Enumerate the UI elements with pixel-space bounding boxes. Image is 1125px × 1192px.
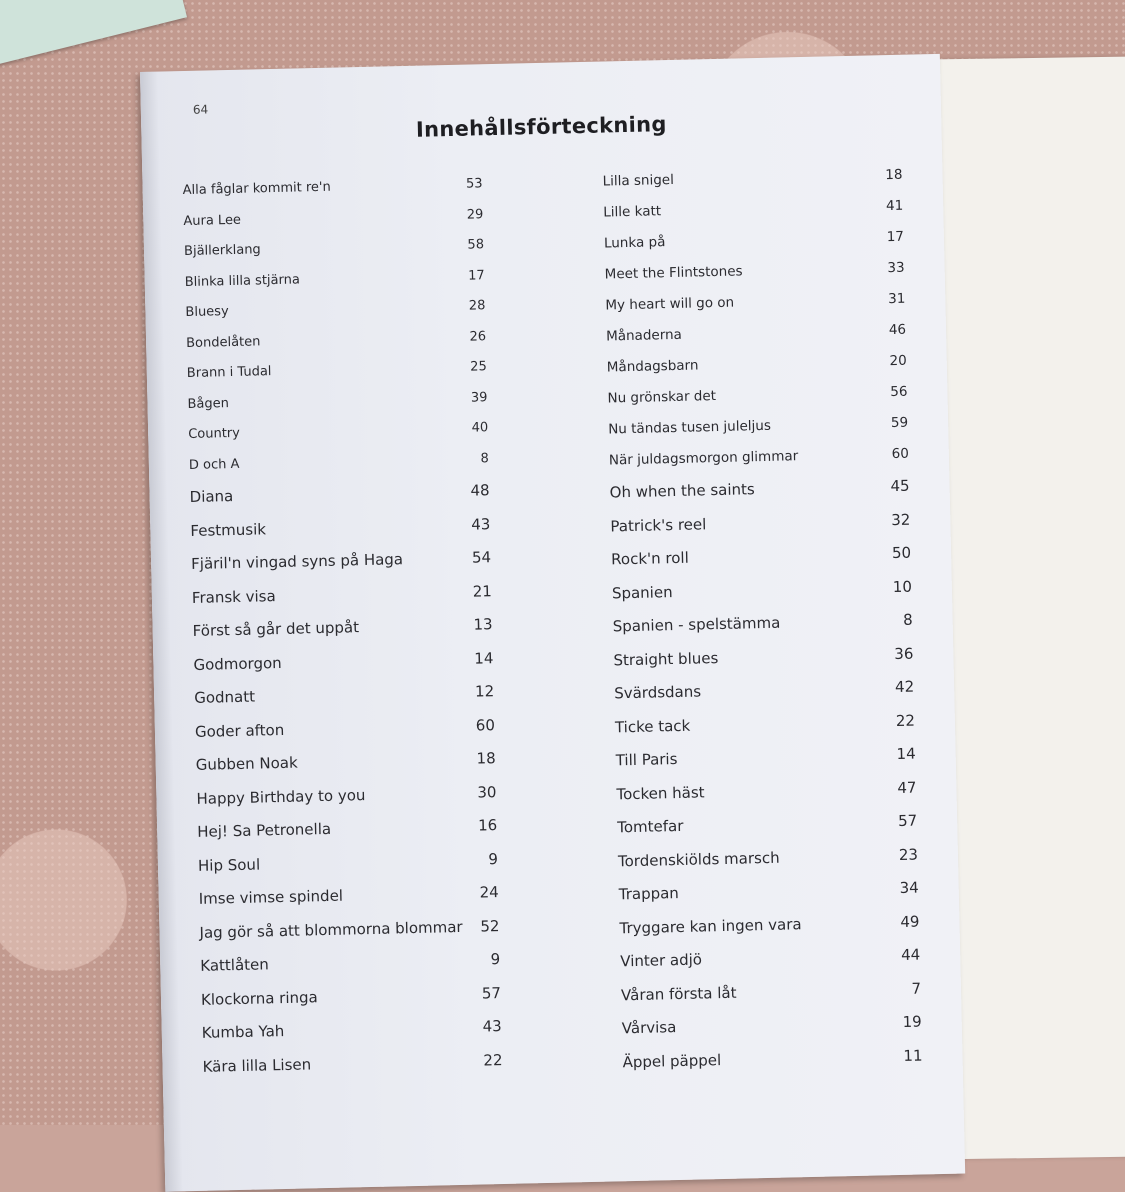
toc-entry-title: Lille katt (603, 203, 662, 221)
toc-entry-title: Diana (189, 486, 234, 506)
page-number: 64 (192, 102, 209, 117)
toc-entry-title: Tomtefar (617, 816, 684, 837)
toc-entry-page: 12 (474, 682, 495, 701)
toc-right-column (602, 167, 923, 1087)
toc-entry-page: 57 (481, 983, 502, 1002)
toc-entry-page: 8 (480, 450, 490, 466)
toc-entry-page: 18 (885, 166, 903, 184)
toc-entry-page: 60 (475, 715, 496, 735)
toc-entry-title: Bågen (187, 395, 230, 412)
book-page (140, 54, 965, 1192)
toc-entry-page: 46 (888, 321, 907, 339)
toc-entry-page: 17 (886, 228, 905, 246)
toc-entry-page: 14 (896, 744, 916, 764)
toc-entry-title: Nu grönskar det (607, 388, 717, 407)
toc-entry-title: Ticke tack (614, 716, 691, 736)
toc-entry-page: 43 (471, 514, 491, 534)
toc-entry-title: Vinter adjö (620, 950, 703, 971)
toc-entry-page: 57 (897, 811, 918, 830)
toc-entry-title: D och A (188, 456, 240, 473)
toc-entry-title: Meet the Flintstones (604, 263, 743, 283)
toc-entry-title: Bjällerklang (183, 242, 261, 260)
toc-entry-page: 9 (488, 849, 499, 868)
toc-entry-title: Lilla snigel (602, 171, 675, 190)
toc-entry-page: 24 (479, 883, 499, 902)
toc-entry-page: 10 (892, 577, 913, 596)
toc-entry-title: Hip Soul (197, 854, 261, 875)
toc-entry-page: 43 (482, 1017, 502, 1036)
toc-entry-title: Oh when the saints (609, 480, 755, 502)
toc-entry-title: Aura Lee (183, 212, 242, 229)
toc-entry (622, 1046, 923, 1086)
toc-entry-page: 20 (889, 352, 907, 370)
toc-entry-title: Klockorna ringa (200, 987, 318, 1009)
toc-entry-title: Äppel päppel (622, 1050, 722, 1071)
toc-entry-page: 19 (902, 1012, 922, 1031)
toc-entry-title: Fransk visa (191, 586, 276, 607)
toc-entry-page: 31 (887, 290, 906, 308)
toc-entry-title: Happy Birthday to you (196, 785, 366, 808)
toc-entry (202, 1051, 503, 1091)
toc-entry-page: 26 (469, 328, 487, 345)
toc-entry-title: Tryggare kan ingen vara (619, 914, 802, 937)
toc-entry-title: Kumba Yah (201, 1021, 285, 1042)
toc-entry-page: 53 (465, 176, 483, 192)
toc-entry-page: 54 (471, 548, 492, 567)
page-title: Innehållsförteckning (415, 112, 667, 142)
toc-entry-page: 32 (891, 510, 911, 529)
toc-entry-page: 39 (470, 389, 488, 406)
toc-entry-page: 58 (467, 237, 485, 253)
toc-entry-title: Våran första låt (620, 983, 737, 1004)
toc-entry-title: Måndagsbarn (606, 357, 699, 376)
toc-entry-page: 23 (898, 845, 919, 864)
toc-entry-page: 13 (473, 615, 493, 634)
toc-entry-title: Trappan (618, 883, 680, 904)
toc-entry-title: Godnatt (194, 687, 256, 707)
toc-entry-page: 25 (470, 359, 487, 375)
toc-entry-title: När juldagsmorgon glimmar (608, 448, 799, 469)
toc-entry-page: 48 (470, 481, 490, 500)
toc-entry-page: 47 (897, 778, 917, 797)
toc-entry-title: Spanien - spelstämma (612, 613, 781, 636)
toc-left-column (183, 176, 504, 1091)
toc-entry-title: Patrick's reel (610, 514, 707, 535)
toc-entry-page: 34 (899, 878, 919, 897)
toc-entry-title: Rock'n roll (610, 548, 689, 569)
toc-entry-title: Bluesy (185, 304, 229, 321)
toc-entry-title: Gubben Noak (195, 753, 298, 774)
toc-entry-title: Bondelåten (185, 333, 261, 351)
toc-entry-page: 42 (894, 677, 915, 697)
toc-entry-page: 29 (466, 206, 484, 223)
toc-entry-page: 41 (885, 197, 904, 215)
toc-entry-title: Vårvisa (621, 1018, 677, 1038)
toc-entry-page: 50 (891, 543, 912, 563)
toc-entry-title: My heart will go on (605, 294, 735, 314)
toc-entry-title: Imse vimse spindel (198, 886, 344, 908)
toc-entry-page: 7 (911, 979, 922, 998)
toc-entry-title: Fjäril'n vingad syns på Haga (190, 550, 404, 573)
toc-entry-title: Jag gör så att blommorna blommar (199, 917, 463, 942)
toc-entry-page: 14 (474, 648, 494, 668)
toc-entry-page: 17 (467, 267, 485, 284)
toc-entry-title: Kära lilla Lisen (202, 1054, 312, 1076)
toc-entry-page: 33 (887, 259, 905, 277)
toc-entry-page: 16 (477, 816, 498, 835)
toc-entry-page: 36 (894, 644, 914, 663)
toc-entry-page: 18 (476, 749, 496, 768)
toc-entry-title: Till Paris (615, 749, 678, 770)
toc-entry-title: Kattlåten (200, 955, 269, 975)
toc-entry-page: 22 (483, 1050, 503, 1069)
toc-entry-page: 11 (903, 1046, 923, 1065)
toc-entry-title: Brann i Tudal (186, 364, 272, 382)
toc-entry-title: Alla fåglar kommit re'n (182, 179, 331, 199)
toc-entry-title: Blinka lilla stjärna (184, 271, 301, 290)
toc-entry-title: Festmusik (190, 519, 267, 540)
toc-entry-title: Country (188, 425, 241, 442)
toc-entry-title: Hej! Sa Petronella (197, 819, 332, 841)
toc-entry-page: 59 (890, 414, 909, 432)
toc-entry-page: 60 (891, 445, 910, 463)
toc-entry-page: 8 (902, 610, 913, 629)
toc-entry-title: Nu tändas tusen juleljus (608, 417, 772, 438)
toc-entry-title: Svärdsdans (614, 682, 702, 703)
toc-entry-title: Goder afton (194, 720, 285, 741)
toc-entry-title: Straight blues (613, 648, 719, 669)
toc-entry-page: 40 (471, 420, 489, 436)
toc-entry-page: 49 (900, 912, 920, 931)
toc-entry-page: 9 (490, 950, 501, 969)
toc-entry-title: Tocken häst (616, 782, 705, 803)
toc-entry-title: Först så går det uppåt (192, 618, 360, 640)
toc-entry-page: 30 (477, 782, 497, 802)
toc-entry-page: 44 (900, 945, 921, 964)
toc-entry-page: 22 (895, 711, 916, 730)
toc-entry-title: Månaderna (605, 326, 683, 345)
toc-entry-page: 45 (890, 476, 910, 496)
toc-entry-page: 21 (472, 581, 493, 601)
toc-entry-title: Tordenskiölds marsch (617, 848, 780, 870)
toc-entry-page: 52 (480, 916, 500, 935)
toc-entry-title: Godmorgon (193, 653, 282, 674)
toc-entry-page: 56 (890, 383, 908, 401)
toc-entry-title: Lunka på (603, 234, 666, 252)
toc-entry-page: 28 (468, 298, 486, 314)
toc-entry-title: Spanien (611, 582, 673, 602)
